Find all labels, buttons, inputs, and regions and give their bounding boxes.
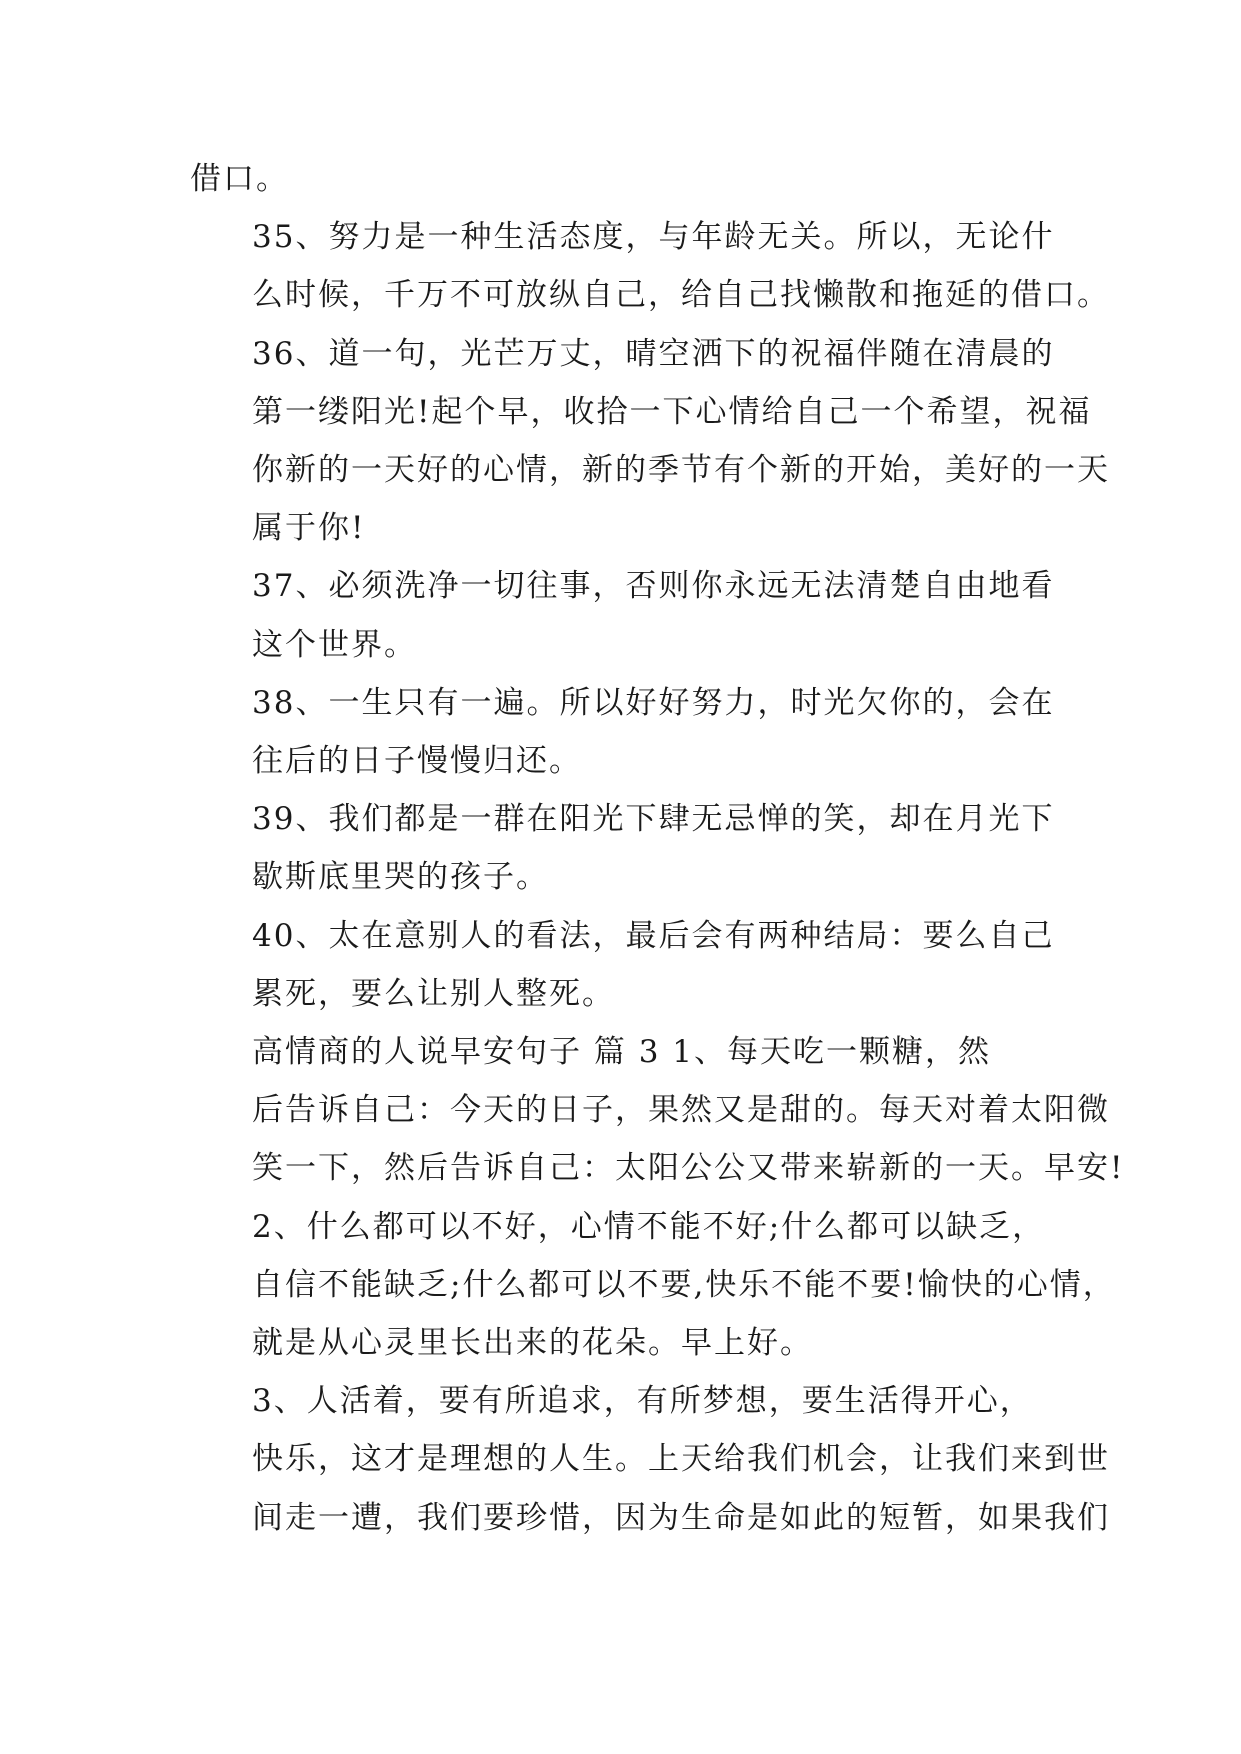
text-line: 2、什么都可以不好，心情不能不好;什么都可以缺乏， [252, 1208, 1046, 1245]
text-line: 快乐，这才是理想的人生。上天给我们机会，让我们来到世 [252, 1441, 1110, 1478]
paragraph-p-sec3-3 [190, 1372, 1110, 1547]
text-line: 这个世界。 [252, 626, 417, 663]
text-line: 39、我们都是一群在阳光下肆无忌惮的笑，却在月光下 [252, 801, 1055, 838]
text-line: 38、一生只有一遍。所以好好努力，时光欠你的，会在 [252, 684, 1055, 721]
paragraph-p-sec3-2 [190, 1198, 1116, 1373]
text-line: 就是从心灵里长出来的花朵。早上好。 [252, 1325, 813, 1362]
text-line: 自信不能缺乏;什么都可以不要,快乐不能不要!愉快的心情， [252, 1266, 1116, 1303]
text-line: 歇斯底里哭的孩子。 [252, 859, 549, 896]
text-line: 你新的一天好的心情，新的季节有个新的开始，美好的一天 [252, 452, 1110, 489]
text-line: 35、努力是一种生活态度，与年龄无关。所以，无论什 [252, 219, 1055, 256]
paragraph-p35 [190, 208, 1110, 324]
paragraph-p36 [190, 325, 1110, 558]
text-line: 么时候，千万不可放纵自己，给自己找懒散和拖延的借口。 [252, 277, 1110, 314]
text-line: 笑一下，然后告诉自己：太阳公公又带来崭新的一天。早安! [252, 1150, 1125, 1187]
text-line: 37、必须洗净一切往事，否则你永远无法清楚自由地看 [252, 568, 1055, 605]
text-line: 3、人活着，要有所追求，有所梦想，要生活得开心， [252, 1383, 1033, 1420]
paragraph-p-tail [190, 150, 1070, 208]
text-line: 借口。 [190, 161, 289, 197]
text-line: 后告诉自己：今天的日子，果然又是甜的。每天对着太阳微 [252, 1092, 1110, 1129]
document-body [190, 150, 1125, 1547]
paragraph-p38 [190, 674, 1070, 790]
paragraph-p37 [190, 557, 1070, 673]
text-line: 累死，要么让别人整死。 [252, 975, 615, 1012]
text-line: 属于你! [252, 510, 366, 547]
text-line: 第一缕阳光!起个早，收拾一下心情给自己一个希望，祝福 [252, 393, 1092, 430]
text-line: 间走一遭，我们要珍惜，因为生命是如此的短暂，如果我们 [252, 1499, 1110, 1536]
paragraph-p-sec3-1 [190, 1023, 1125, 1198]
paragraph-p40 [190, 907, 1070, 1023]
paragraph-p39 [190, 790, 1070, 906]
text-line: 36、道一句，光芒万丈，晴空洒下的祝福伴随在清晨的 [252, 335, 1055, 372]
text-line: 40、太在意别人的看法，最后会有两种结局：要么自己 [252, 917, 1055, 954]
text-line: 往后的日子慢慢归还。 [252, 743, 582, 780]
text-line: 高情商的人说早安句子 篇 3 1、每天吃一颗糖，然 [252, 1034, 992, 1071]
